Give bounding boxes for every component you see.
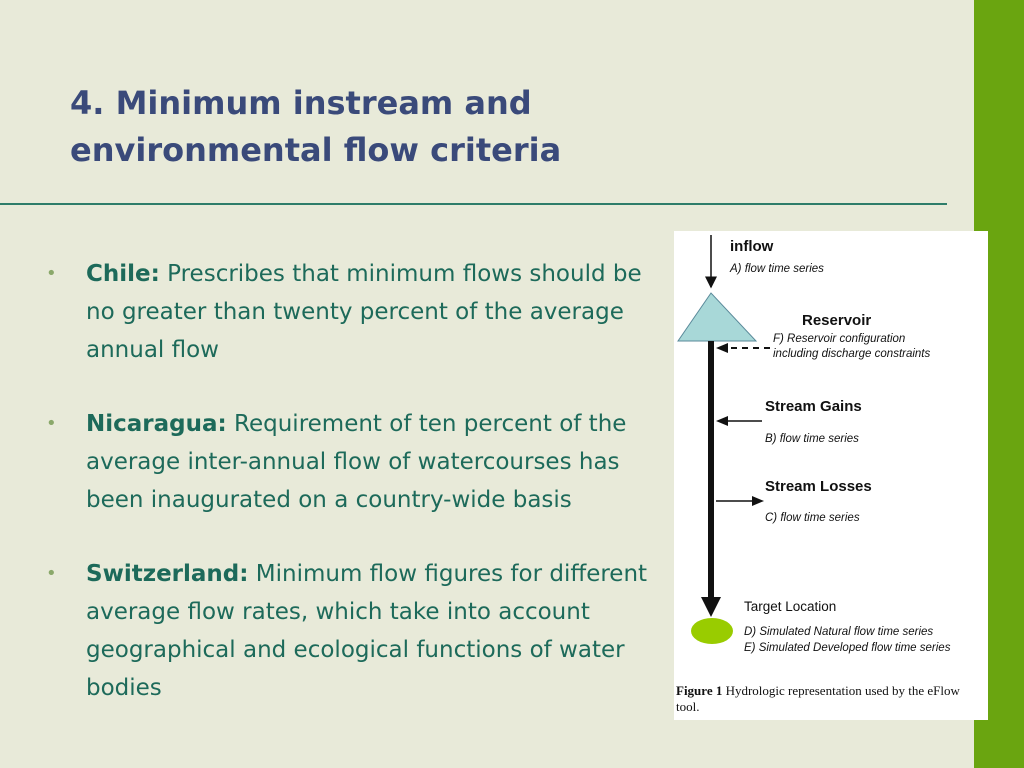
bullet-marker: • <box>46 263 57 284</box>
target-label: Target Location <box>744 599 837 614</box>
bullet-marker: • <box>46 413 57 434</box>
gains-arrowhead <box>716 416 728 426</box>
caption-text: Hydrologic representation used by the eFlow tool. <box>676 683 960 714</box>
losses-label: Stream Losses <box>765 478 872 495</box>
target-sub-1: D) Simulated Natural flow time series <box>744 626 934 638</box>
gains-sub: B) flow time series <box>765 433 859 445</box>
reservoir-sub-2: including discharge constraints <box>773 348 931 360</box>
bullet-item-chile <box>46 255 656 369</box>
reservoir-sub-1: F) Reservoir configuration <box>773 333 906 345</box>
target-sub-2: E) Simulated Developed flow time series <box>744 642 951 654</box>
figure-caption <box>676 683 982 715</box>
inflow-label: inflow <box>730 238 774 255</box>
reservoir-label: Reservoir <box>802 312 872 329</box>
bullet-text: Requirement of ten percent of the average inter-annual flow of watercourses has been inaugurated on a country-wide basis <box>86 411 627 513</box>
gains-label: Stream Gains <box>765 398 862 415</box>
losses-sub: C) flow time series <box>765 512 860 524</box>
inflow-sub: A) flow time series <box>730 263 824 275</box>
slide-title-line-2: environmental flow criteria <box>70 131 562 169</box>
bullet-text: Minimum flow figures for different average flow rates, which take into account geographical and ecological functions of water bodies <box>86 561 648 701</box>
eflow-figure <box>674 231 988 720</box>
main-channel-arrowhead <box>701 597 721 617</box>
bullet-heading: Chile: <box>86 261 160 287</box>
bullet-text: Prescribes that minimum flows should be no greater than twenty percent of the average annual flow <box>86 261 642 363</box>
bullet-heading: Switzerland: <box>86 561 249 587</box>
title-divider <box>0 203 947 205</box>
slide-title <box>70 80 870 174</box>
slide-title-line-1: 4. Minimum instream and <box>70 84 532 122</box>
losses-arrowhead <box>752 496 764 506</box>
bullet-marker: • <box>46 563 57 584</box>
reservoir-arrowhead <box>716 343 728 353</box>
caption-label: Figure 1 <box>676 683 723 698</box>
bullet-item-switzerland <box>46 555 656 707</box>
bullet-item-nicaragua <box>46 405 656 519</box>
bullet-heading: Nicaragua: <box>86 411 227 437</box>
bullet-list <box>46 255 656 743</box>
target-location-ellipse <box>691 618 733 644</box>
reservoir-triangle <box>678 293 756 341</box>
